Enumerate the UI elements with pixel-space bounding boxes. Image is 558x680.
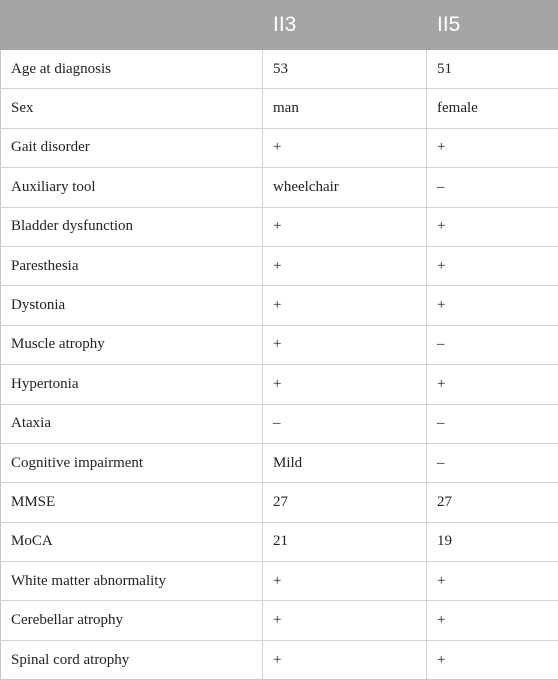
feature-cell: MMSE	[1, 483, 263, 522]
table-row	[1, 168, 558, 207]
ii5-value-cell: –	[427, 404, 558, 443]
table-row	[1, 286, 558, 325]
table-row	[1, 640, 558, 679]
ii5-value-cell: –	[427, 168, 558, 207]
feature-cell: Bladder dysfunction	[1, 207, 263, 246]
table-row	[1, 89, 558, 128]
ii3-value-cell: +	[263, 640, 427, 679]
ii3-value-cell: –	[263, 404, 427, 443]
feature-cell: Cerebellar atrophy	[1, 601, 263, 640]
ii5-value-cell: 27	[427, 483, 558, 522]
ii3-value-cell: +	[263, 562, 427, 601]
table-body	[1, 50, 558, 680]
header-cell-feature	[1, 1, 263, 50]
feature-cell: Hypertonia	[1, 365, 263, 404]
table-row	[1, 404, 558, 443]
feature-cell: Sex	[1, 89, 263, 128]
ii5-value-cell: 51	[427, 50, 558, 89]
ii5-value-cell: +	[427, 562, 558, 601]
table-row	[1, 562, 558, 601]
ii3-value-cell: +	[263, 286, 427, 325]
ii5-value-cell: 19	[427, 522, 558, 561]
feature-cell: Ataxia	[1, 404, 263, 443]
ii3-value-cell: 53	[263, 50, 427, 89]
ii5-value-cell: +	[427, 128, 558, 167]
ii5-value-cell: +	[427, 207, 558, 246]
ii5-value-cell: –	[427, 325, 558, 364]
ii3-value-cell: +	[263, 128, 427, 167]
table-header	[1, 1, 558, 50]
ii5-value-cell: female	[427, 89, 558, 128]
table-row	[1, 325, 558, 364]
ii5-value-cell: +	[427, 246, 558, 285]
table-row	[1, 365, 558, 404]
feature-cell: Age at diagnosis	[1, 50, 263, 89]
feature-cell: Dystonia	[1, 286, 263, 325]
feature-cell: White matter abnormality	[1, 562, 263, 601]
table-row	[1, 483, 558, 522]
ii5-value-cell: –	[427, 443, 558, 482]
table-row	[1, 443, 558, 482]
ii3-value-cell: +	[263, 207, 427, 246]
ii3-value-cell: man	[263, 89, 427, 128]
feature-cell: Paresthesia	[1, 246, 263, 285]
feature-cell: Cognitive impairment	[1, 443, 263, 482]
ii3-value-cell: +	[263, 325, 427, 364]
ii5-value-cell: +	[427, 286, 558, 325]
ii3-value-cell: 27	[263, 483, 427, 522]
ii3-value-cell: +	[263, 365, 427, 404]
table-row	[1, 128, 558, 167]
ii5-value-cell: +	[427, 365, 558, 404]
feature-cell: Muscle atrophy	[1, 325, 263, 364]
table-row	[1, 50, 558, 89]
table-row	[1, 601, 558, 640]
ii3-value-cell: 21	[263, 522, 427, 561]
feature-cell: Spinal cord atrophy	[1, 640, 263, 679]
header-cell-ii5: II5	[427, 1, 558, 50]
ii5-value-cell: +	[427, 640, 558, 679]
feature-cell: MoCA	[1, 522, 263, 561]
table-row	[1, 522, 558, 561]
ii3-value-cell: Mild	[263, 443, 427, 482]
feature-cell: Gait disorder	[1, 128, 263, 167]
header-row	[1, 1, 558, 50]
table-row	[1, 207, 558, 246]
ii5-value-cell: +	[427, 601, 558, 640]
ii3-value-cell: wheelchair	[263, 168, 427, 207]
table-row	[1, 246, 558, 285]
header-cell-ii3: II3	[263, 1, 427, 50]
ii3-value-cell: +	[263, 246, 427, 285]
feature-cell: Auxiliary tool	[1, 168, 263, 207]
ii3-value-cell: +	[263, 601, 427, 640]
